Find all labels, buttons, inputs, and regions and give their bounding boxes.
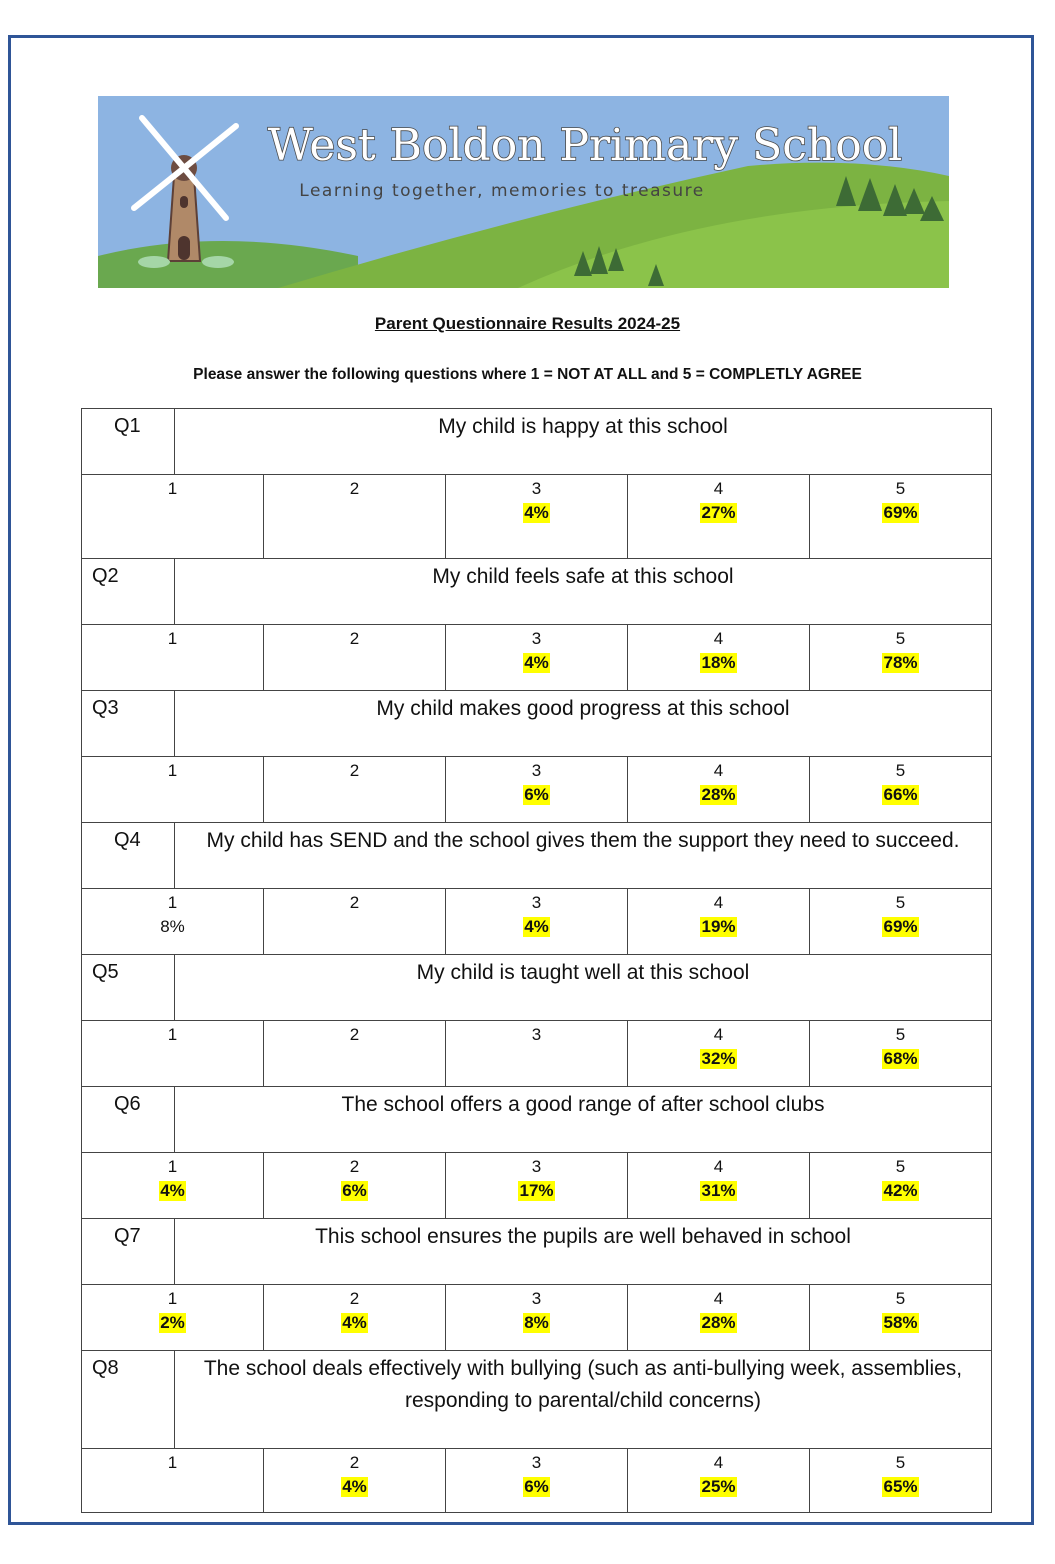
percentage-value: 17% <box>519 1181 554 1200</box>
scale-label: 5 <box>895 1289 906 1308</box>
percentage-value: 42% <box>883 1181 918 1200</box>
answer-cell-3 <box>446 1449 628 1513</box>
answer-row <box>82 757 992 823</box>
answer-cell-1 <box>82 1153 264 1219</box>
scale-label: 1 <box>167 629 178 648</box>
school-tagline: Learning together, memories to treasure <box>299 181 705 201</box>
scale-label: 1 <box>167 1025 178 1044</box>
percentage-value: 8% <box>160 917 185 936</box>
answer-cell-4 <box>628 1021 810 1087</box>
scale-label: 5 <box>895 629 906 648</box>
percentage-value: 32% <box>701 1049 736 1068</box>
percentage-value: 78% <box>883 653 918 672</box>
scale-label: 3 <box>531 761 542 780</box>
answer-cell-1 <box>82 625 264 691</box>
scale-label: 4 <box>713 893 724 912</box>
school-banner <box>98 96 949 288</box>
question-row <box>82 1219 992 1285</box>
answer-cell-1 <box>82 475 264 559</box>
percentage-value: 27% <box>701 503 736 522</box>
scale-label: 2 <box>349 479 360 498</box>
results-table <box>81 408 992 1513</box>
answer-cell-1 <box>82 1449 264 1513</box>
scale-label: 4 <box>713 629 724 648</box>
scale-label: 1 <box>167 479 178 498</box>
answer-cell-3 <box>446 757 628 823</box>
answer-cell-2 <box>264 889 446 955</box>
answer-row <box>82 1449 992 1513</box>
answer-cell-1 <box>82 1021 264 1087</box>
answer-cell-3 <box>446 889 628 955</box>
question-row <box>82 409 992 475</box>
scale-label: 1 <box>167 1289 178 1308</box>
question-number: Q6 <box>82 1087 175 1153</box>
percentage-value: 18% <box>701 653 736 672</box>
answer-cell-5 <box>810 889 992 955</box>
percentage-value: 6% <box>342 1181 367 1200</box>
question-row <box>82 1351 992 1449</box>
answer-cell-3 <box>446 625 628 691</box>
percentage-value: 65% <box>883 1477 918 1496</box>
question-number: Q1 <box>82 409 175 475</box>
scale-label: 1 <box>167 893 178 912</box>
answer-cell-3 <box>446 1021 628 1087</box>
answer-cell-3 <box>446 1153 628 1219</box>
scale-label: 2 <box>349 1453 360 1472</box>
question-number: Q5 <box>82 955 175 1021</box>
answer-row <box>82 1153 992 1219</box>
percentage-value: 28% <box>701 785 736 804</box>
answer-cell-4 <box>628 1153 810 1219</box>
answer-cell-4 <box>628 1285 810 1351</box>
answer-cell-5 <box>810 1021 992 1087</box>
percentage-value: 69% <box>883 917 918 936</box>
instructions: Please answer the following questions where 1 = NOT AT ALL and 5 = COMPLETLY AGREE <box>193 366 862 383</box>
scale-label: 4 <box>713 1157 724 1176</box>
scale-label: 4 <box>713 1025 724 1044</box>
scale-label: 4 <box>713 761 724 780</box>
percentage-value: 28% <box>701 1313 736 1332</box>
answer-row <box>82 889 992 955</box>
answer-cell-2 <box>264 1153 446 1219</box>
scale-label: 5 <box>895 1157 906 1176</box>
question-text: My child is happy at this school <box>175 409 992 475</box>
answer-cell-4 <box>628 1449 810 1513</box>
scale-label: 3 <box>531 1157 542 1176</box>
question-text: My child is taught well at this school <box>175 955 992 1021</box>
answer-cell-5 <box>810 1449 992 1513</box>
question-number: Q8 <box>82 1351 175 1449</box>
answer-cell-5 <box>810 1153 992 1219</box>
answer-cell-2 <box>264 625 446 691</box>
percentage-value: 19% <box>701 917 736 936</box>
percentage-value: 4% <box>524 917 549 936</box>
banner-graphic <box>98 96 949 288</box>
percentage-value: 58% <box>883 1313 918 1332</box>
question-text: My child has SEND and the school gives them the support they need to succeed. <box>175 823 992 889</box>
answer-cell-5 <box>810 625 992 691</box>
percentage-value: 4% <box>524 653 549 672</box>
scale-label: 2 <box>349 1157 360 1176</box>
scale-label: 4 <box>713 479 724 498</box>
question-text: This school ensures the pupils are well behaved in school <box>175 1219 992 1285</box>
question-row <box>82 691 992 757</box>
percentage-value: 25% <box>701 1477 736 1496</box>
scale-label: 5 <box>895 1453 906 1472</box>
answer-cell-5 <box>810 1285 992 1351</box>
question-number: Q2 <box>82 559 175 625</box>
question-number: Q3 <box>82 691 175 757</box>
answer-cell-2 <box>264 1285 446 1351</box>
answer-cell-1 <box>82 1285 264 1351</box>
question-text: My child feels safe at this school <box>175 559 992 625</box>
question-row <box>82 823 992 889</box>
question-row <box>82 955 992 1021</box>
answer-cell-5 <box>810 757 992 823</box>
question-text: The school offers a good range of after school clubs <box>175 1087 992 1153</box>
answer-cell-2 <box>264 1449 446 1513</box>
question-number: Q7 <box>82 1219 175 1285</box>
answer-row <box>82 1021 992 1087</box>
answer-cell-4 <box>628 757 810 823</box>
percentage-value: 6% <box>524 785 549 804</box>
percentage-value: 66% <box>883 785 918 804</box>
scale-label: 1 <box>167 1157 178 1176</box>
percentage-value: 6% <box>524 1477 549 1496</box>
answer-cell-4 <box>628 625 810 691</box>
percentage-value: 4% <box>524 503 549 522</box>
scale-label: 1 <box>167 761 178 780</box>
scale-label: 1 <box>167 1453 178 1472</box>
scale-label: 3 <box>531 1453 542 1472</box>
scale-label: 3 <box>531 1025 542 1044</box>
answer-cell-3 <box>446 475 628 559</box>
scale-label: 4 <box>713 1453 724 1472</box>
school-name: West Boldon Primary School <box>267 120 903 171</box>
scale-label: 2 <box>349 761 360 780</box>
percentage-value: 2% <box>160 1313 185 1332</box>
percentage-value: 8% <box>524 1313 549 1332</box>
scale-label: 5 <box>895 893 906 912</box>
answer-cell-1 <box>82 889 264 955</box>
scale-label: 3 <box>531 1289 542 1308</box>
scale-label: 3 <box>531 479 542 498</box>
scale-label: 5 <box>895 479 906 498</box>
percentage-value: 4% <box>342 1313 367 1332</box>
answer-row <box>82 625 992 691</box>
answer-cell-2 <box>264 475 446 559</box>
scale-label: 2 <box>349 1025 360 1044</box>
answer-cell-4 <box>628 889 810 955</box>
scale-label: 4 <box>713 1289 724 1308</box>
percentage-value: 69% <box>883 503 918 522</box>
page-title: Parent Questionnaire Results 2024-25 <box>374 314 681 333</box>
question-text: My child makes good progress at this school <box>175 691 992 757</box>
scale-label: 5 <box>895 1025 906 1044</box>
answer-cell-5 <box>810 475 992 559</box>
scale-label: 5 <box>895 761 906 780</box>
answer-cell-4 <box>628 475 810 559</box>
scale-label: 3 <box>531 893 542 912</box>
scale-label: 2 <box>349 629 360 648</box>
question-row <box>82 559 992 625</box>
percentage-value: 4% <box>342 1477 367 1496</box>
question-text: The school deals effectively with bullying (such as anti-bullying week, assemblies, responding to parental/child concerns) <box>175 1351 992 1449</box>
percentage-value: 31% <box>701 1181 736 1200</box>
percentage-value: 4% <box>160 1181 185 1200</box>
percentage-value: 68% <box>883 1049 918 1068</box>
answer-cell-1 <box>82 757 264 823</box>
question-number: Q4 <box>82 823 175 889</box>
answer-cell-3 <box>446 1285 628 1351</box>
answer-row <box>82 1285 992 1351</box>
question-row <box>82 1087 992 1153</box>
scale-label: 2 <box>349 1289 360 1308</box>
answer-row <box>82 475 992 559</box>
answer-cell-2 <box>264 1021 446 1087</box>
scale-label: 3 <box>531 629 542 648</box>
scale-label: 2 <box>349 893 360 912</box>
answer-cell-2 <box>264 757 446 823</box>
